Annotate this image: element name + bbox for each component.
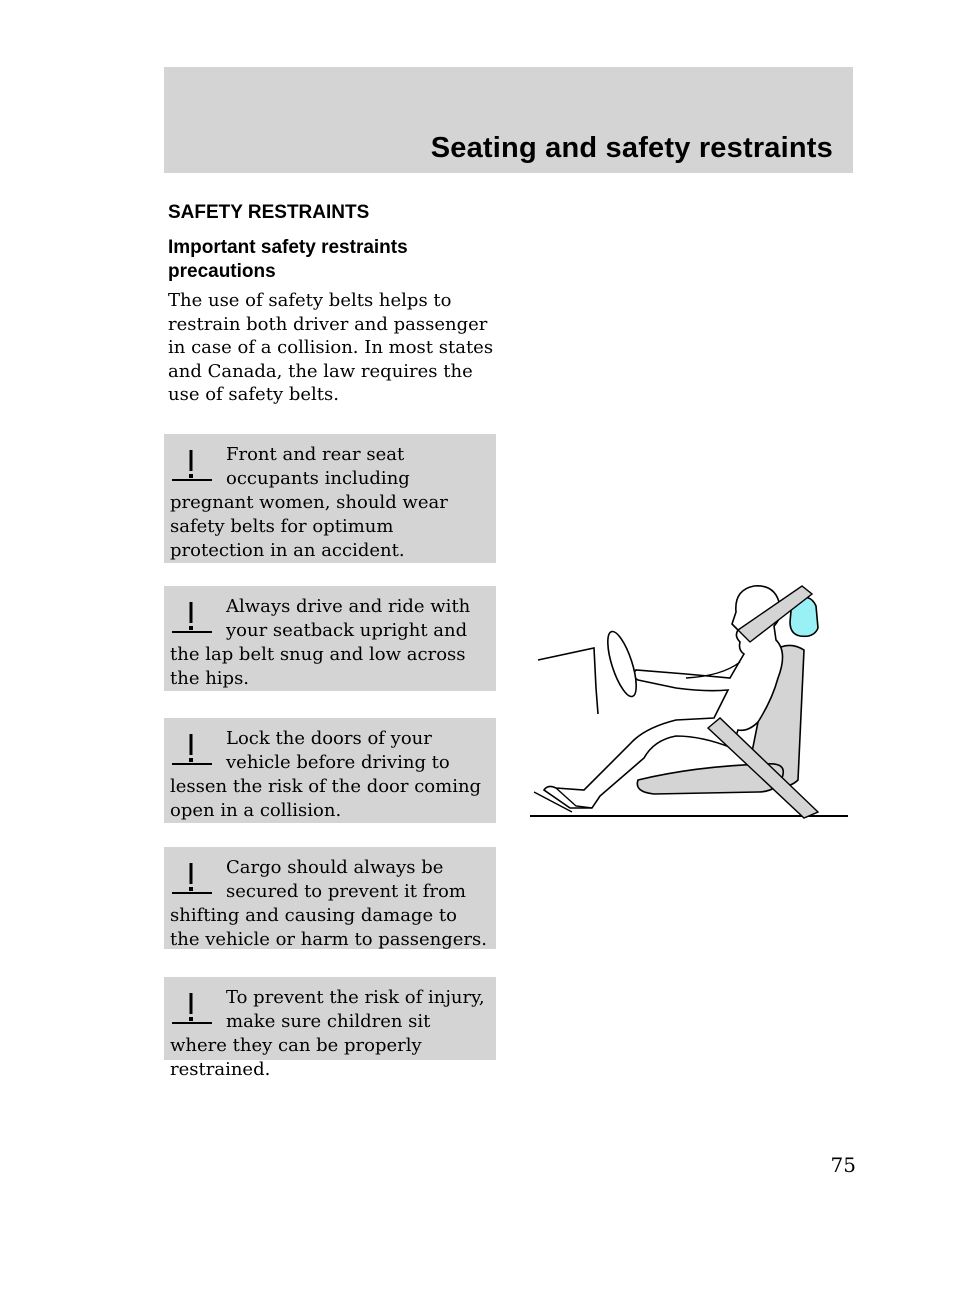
seated-driver-safety-belt-illustration	[526, 580, 852, 822]
page-title: Seating and safety restraints	[430, 132, 833, 164]
warning-text: Always drive and ride with your seatback upright and the lap belt snug and low across the hips.	[170, 596, 471, 689]
warning-box	[164, 434, 496, 563]
warning-icon	[172, 861, 212, 895]
header-band	[164, 67, 853, 173]
warning-box	[164, 977, 496, 1080]
warning-icon	[172, 448, 212, 482]
warning-icon	[172, 600, 212, 634]
warning-box	[164, 847, 496, 949]
warning-text: Cargo should always be secured to prevent it from shifting and causing damage to the vehicle or harm to passengers.	[170, 857, 487, 950]
sub-heading: Important safety restraints precautions	[168, 237, 408, 282]
warning-box	[164, 718, 496, 823]
section-heading: SAFETY RESTRAINTS	[168, 202, 370, 223]
warning-icon	[172, 991, 212, 1025]
page-number: 75	[830, 1153, 856, 1177]
warning-icon	[172, 732, 212, 766]
warning-text: Front and rear seat occupants including pregnant women, should wear safety belts for optimum protection in an accident.	[170, 444, 448, 561]
warning-box	[164, 586, 496, 691]
intro-paragraph: The use of safety belts helps to restrain both driver and passenger in case of a collision. In most states and Canada, the law requires the use of safety belts.	[168, 290, 494, 405]
warning-text: Lock the doors of your vehicle before driving to lessen the risk of the door coming open in a collision.	[170, 728, 482, 821]
warning-text: To prevent the risk of injury, make sure children sit where they can be properly restrained.	[170, 987, 485, 1080]
